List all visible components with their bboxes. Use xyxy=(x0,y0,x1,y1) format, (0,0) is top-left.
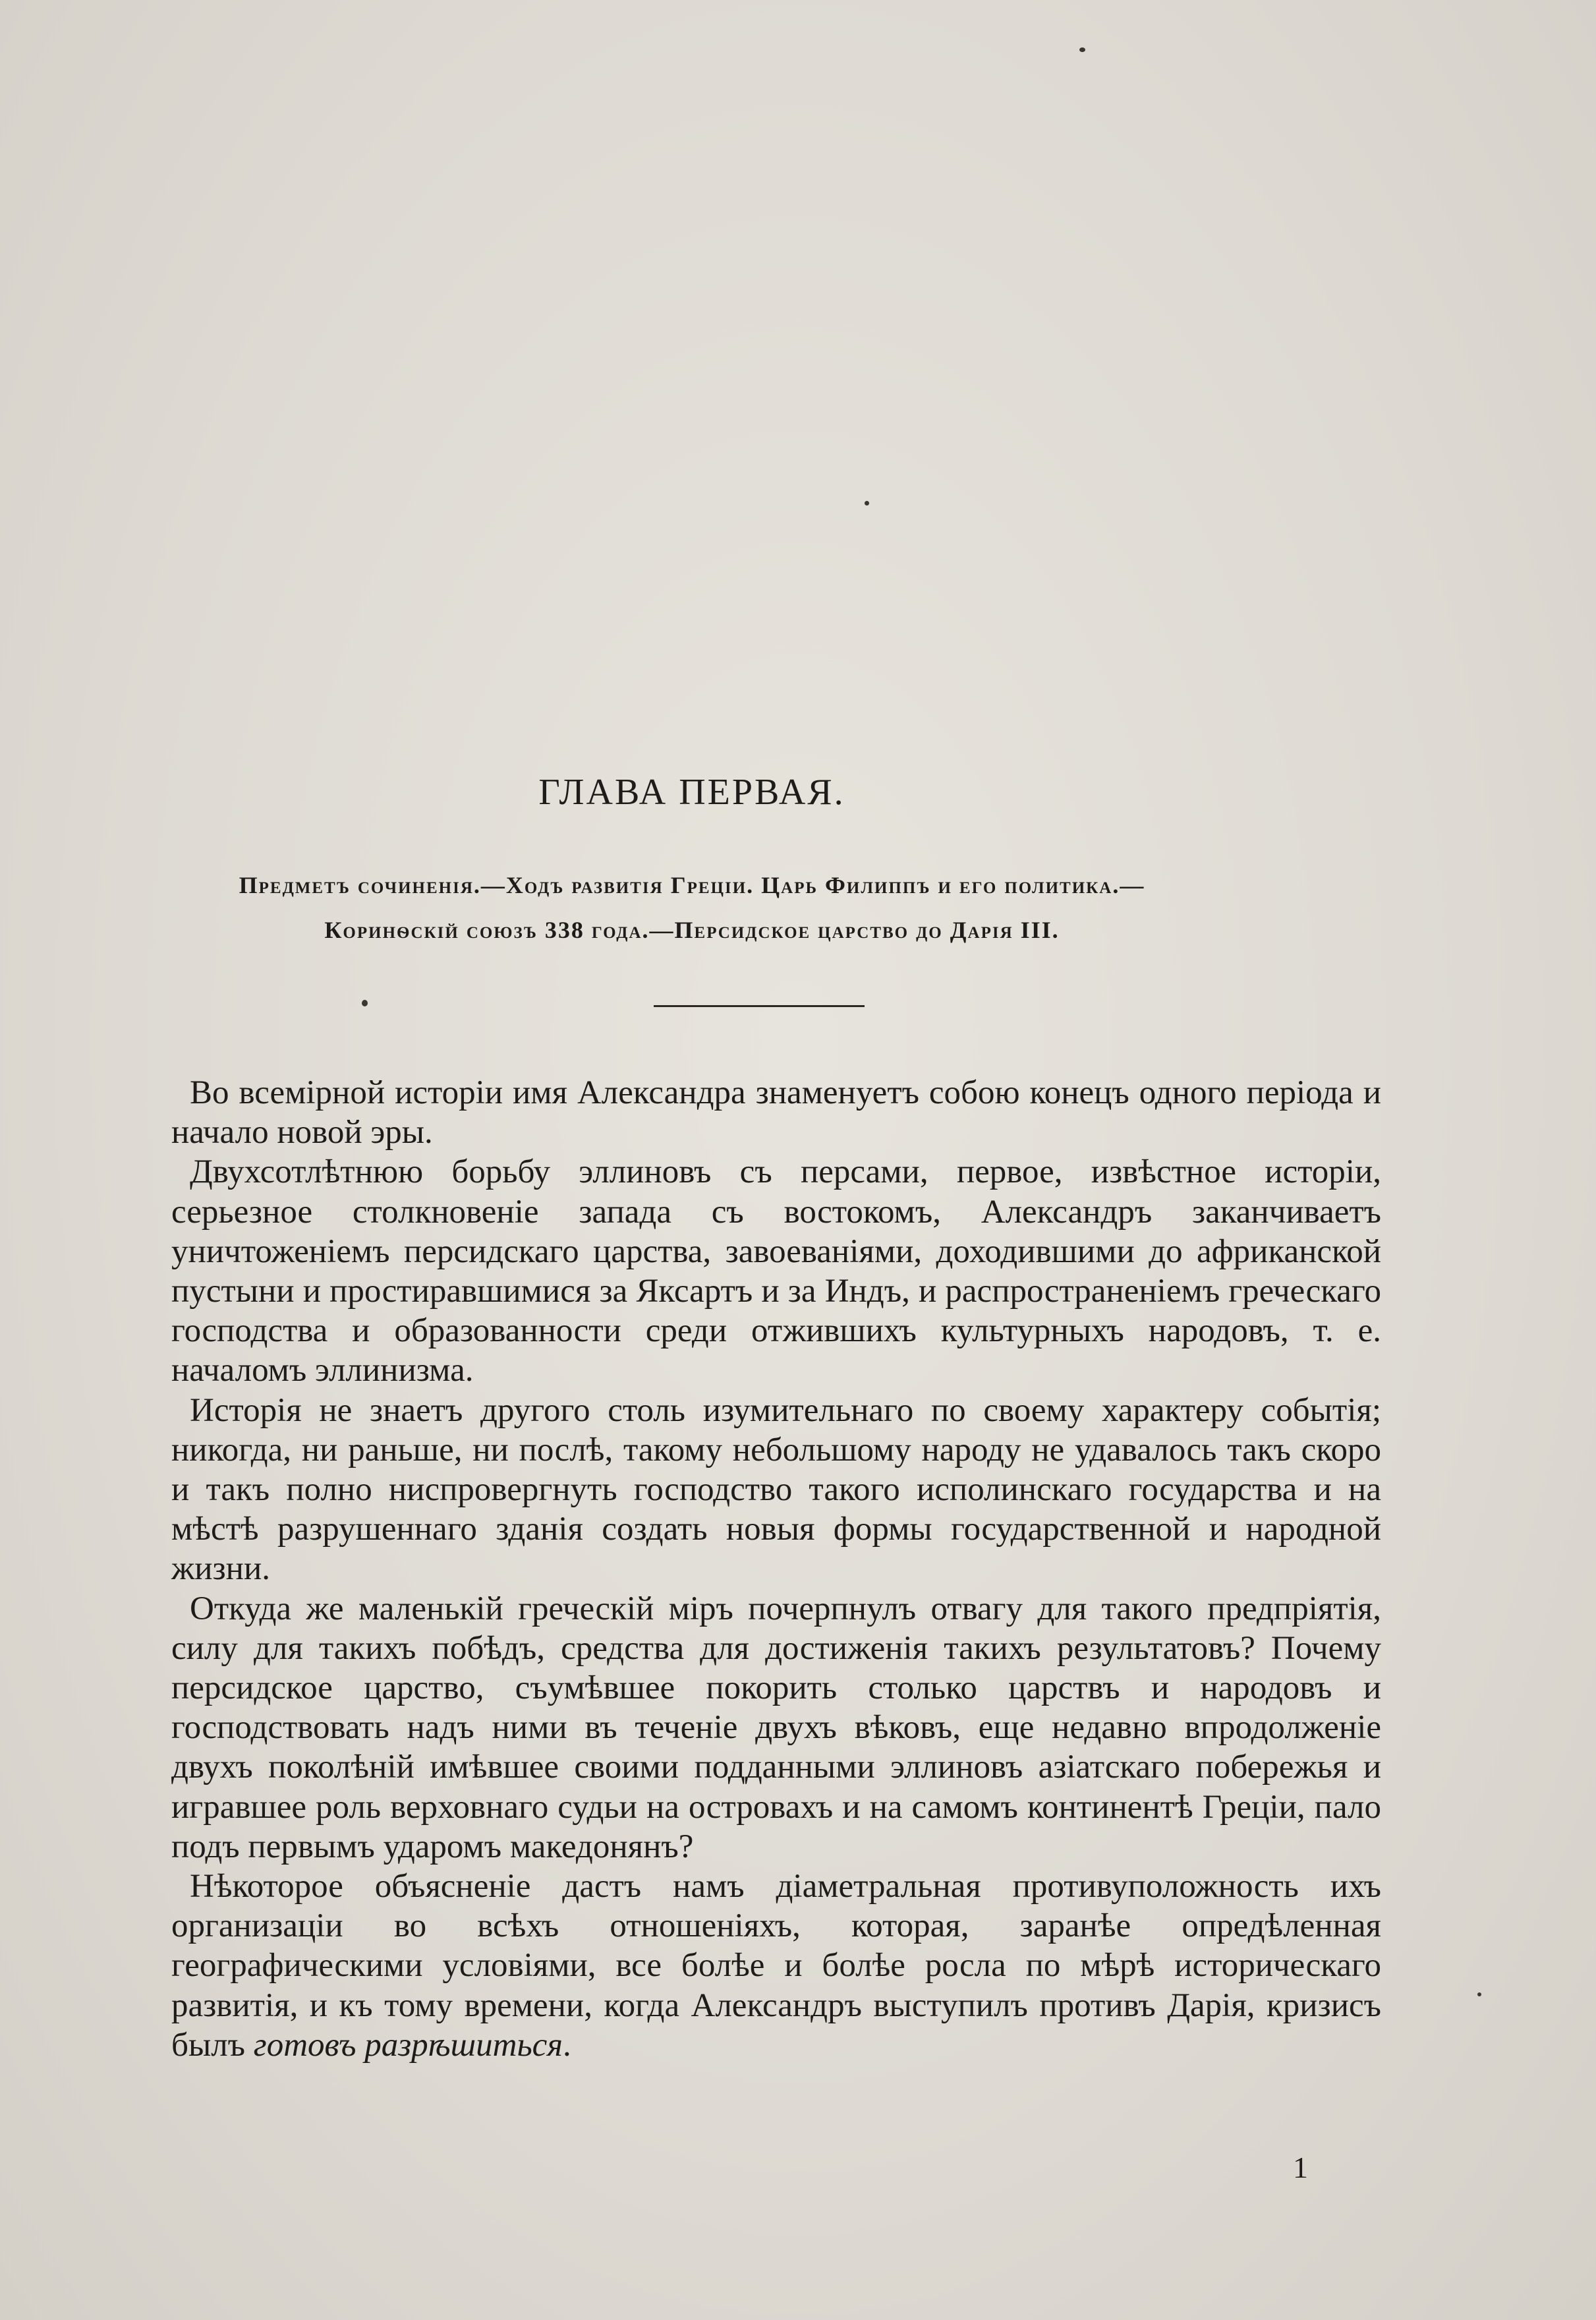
section-divider xyxy=(654,1005,865,1007)
chapter-body xyxy=(171,1073,1381,2065)
print-speck xyxy=(1079,47,1085,52)
chapter-subject-line: Предметъ сочиненія.—Ходъ развитія Греціи. Царь Филиппъ и его политика.— xyxy=(239,872,1145,898)
paragraph: Двухсотлѣтнюю борьбу эллиновъ съ персами, первое, извѣстное исторіи, серьезное столкновеніе запада съ востокомъ, Александръ заканчиваетъ уничтоженіемъ персидскаго царства, завоеваніями, доходившими до африканской пустыни и простиравшимися за Яксартъ и за Индъ, и распространеніемъ греческаго господства и образованности среди отжившихъ культурныхъ народовъ, т. е. началомъ эллинизма. xyxy=(171,1153,1381,1389)
chapter-title: ГЛАВА ПЕРВАЯ. xyxy=(538,772,845,813)
paragraph: Нѣкоторое объясненіе дастъ намъ діаметральная противуположность ихъ организаціи во всѣхъ отношеніяхъ, которая, заранѣе опредѣленная географическими условіями, все болѣе и болѣе росла по мѣрѣ историческаго развитія, и къ тому времени, когда Александръ выступилъ противъ Дарія, кризисъ былъ готовъ разрѣшиться. xyxy=(171,1868,1381,2064)
print-speck xyxy=(865,501,869,506)
paragraph: Откуда же маленькій греческій міръ почерпнулъ отвагу для такого предпріятія, силу для такихъ побѣдъ, средства для достиженія такихъ результатовъ? Почему персидское царство, съумѣвшее покорить столько царствъ и народовъ и господствовать надъ ними въ теченіе двухъ вѣковъ, еще недавно впродолженіе двухъ поколѣній имѣвшее своими подданными эллиновъ азіатскаго побережья и игравшее роль верховнаго судьи на островахъ и на самомъ континентѣ Греціи, пало подъ первымъ ударомъ македонянъ? xyxy=(171,1590,1381,1865)
print-speck xyxy=(362,1000,368,1006)
italic-phrase: готовъ разрѣшиться xyxy=(253,2026,563,2064)
paragraph: Исторія не знаетъ другого столь изумительнаго по своему характеру событія; никогда, ни раньше, ни послѣ, такому небольшому народу не удавалось такъ скоро и такъ полно ниспровергнуть господство такого исполинскаго государства и на мѣстѣ разрушеннаго зданія создать новыя формы государственной и народной жизни. xyxy=(171,1391,1381,1588)
page-number: 1 xyxy=(1293,2151,1308,2184)
print-speck xyxy=(1477,1992,1481,1996)
chapter-subject-line: Коринѳскій союзъ 338 года.—Персидское царство до Дарія III. xyxy=(324,917,1060,943)
paragraph: Во всемірной исторіи имя Александра знаменуетъ собою конецъ одного періода и начало новой эры. xyxy=(171,1074,1381,1151)
